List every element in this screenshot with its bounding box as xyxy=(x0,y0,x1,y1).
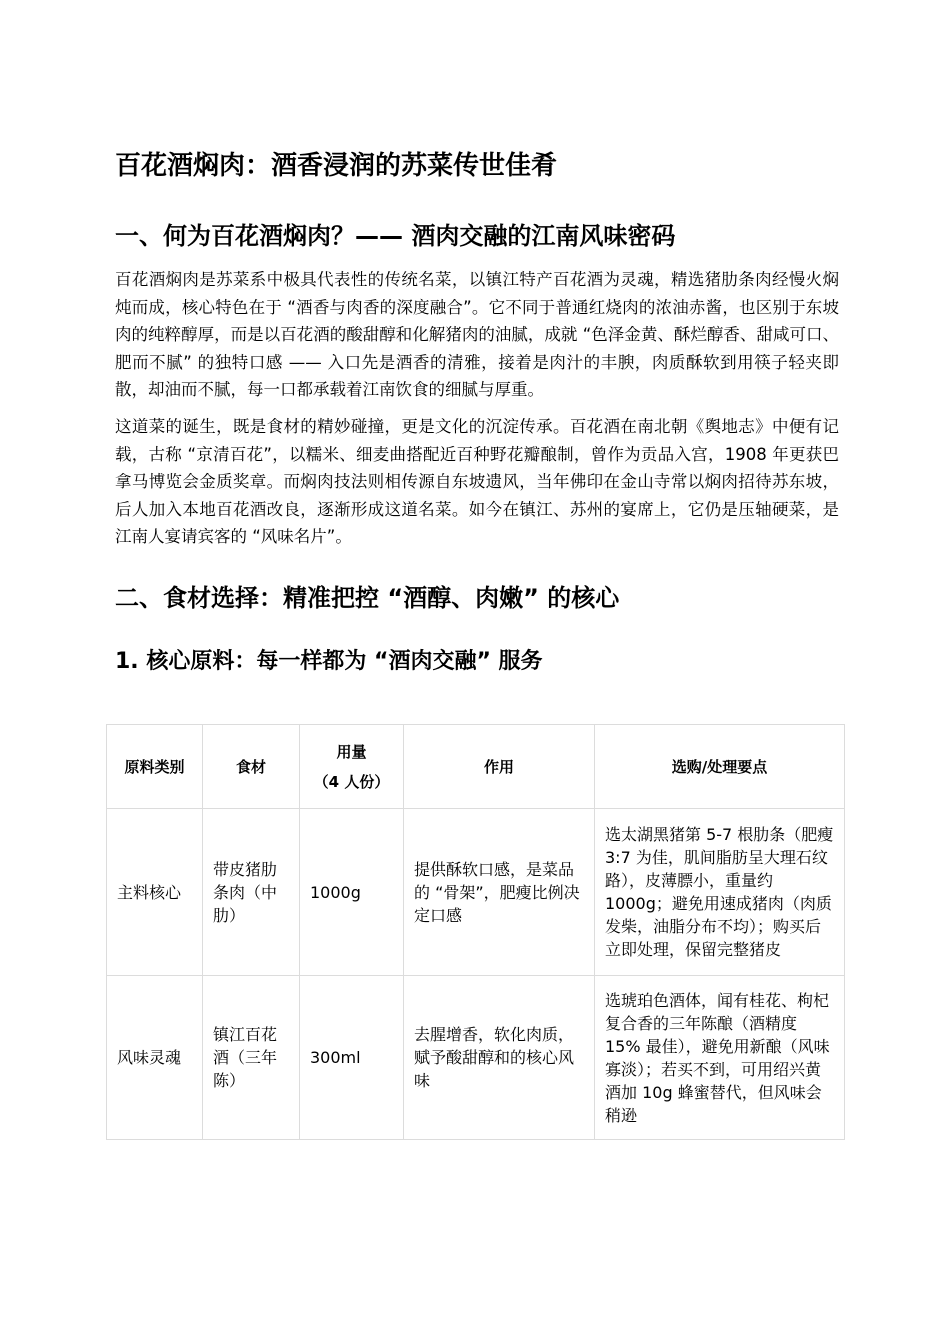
subsection-heading-core-ingredients: 1. 核心原料：每一样都为 “酒肉交融” 服务 xyxy=(115,649,543,674)
section-heading-what-is: 一、何为百花酒焖肉？—— 酒肉交融的江南风味密码 xyxy=(115,222,676,250)
table-header-row xyxy=(107,725,845,809)
intro-paragraph: 百花酒焖肉是苏菜系中极具代表性的传统名菜，以镇江特产百花酒为灵魂，精选猪肋条肉经慢火焖炖而成，核心特色在于 “酒香与肉香的深度融合”。它不同于普通红烧肉的浓油赤酱，也区别于东坡肉的纯粹醇厚，而是以百花酒的酸甜醇和化解猪肉的油腻，成就 “色泽金黄、酥烂醇香、甜咸可口、肥而不腻” 的独特口感 —— 入口先是酒香的清雅，接着是肉汁的丰腴，肉质酥软到用筷子轻夹即散，却油而不腻，每一口都承载着江南饮食的细腻与厚重。 xyxy=(115,270,839,399)
header-function: 作用 xyxy=(404,725,595,809)
header-tips: 选购/处理要点 xyxy=(595,725,845,809)
ingredients-table xyxy=(106,724,845,1140)
cell-category: 主料核心 xyxy=(107,809,203,976)
header-amount-servings: （4 人份） xyxy=(313,772,390,791)
header-amount-label: 用量 xyxy=(336,742,367,761)
cell-tips: 选琥珀色酒体，闻有桂花、枸杞复合香的三年陈酿（酒精度 15% 最佳），避免用新酿（风味寡淡）；若买不到，可用绍兴黄酒加 10g 蜂蜜替代，但风味会稍逊 xyxy=(595,976,845,1140)
cell-amount: 300ml xyxy=(300,976,404,1140)
page-title: 百花酒焖肉：酒香浸润的苏菜传世佳肴 xyxy=(115,151,558,181)
cell-category: 风味灵魂 xyxy=(107,976,203,1140)
section-heading-ingredients: 二、食材选择：精准把控 “酒醇、肉嫩” 的核心 xyxy=(115,584,620,612)
cell-ingredient: 带皮猪肋条肉（中肋） xyxy=(203,809,300,976)
history-paragraph: 这道菜的诞生，既是食材的精妙碰撞，更是文化的沉淀传承。百花酒在南北朝《舆地志》中便有记载，古称 “京清百花”，以糯米、细麦曲搭配近百种野花瓣酿制，曾作为贡品入宫，1908 年更获巴拿马博览会金质奖章。而焖肉技法则相传源自东坡遗风，当年佛印在金山寺常以焖肉招待苏东坡，后人加入本地百花酒改良，逐渐形成这道名菜。如今在镇江、苏州的宴席上，它仍是压轴硬菜，是江南人宴请宾客的 “风味名片”。 xyxy=(115,417,839,546)
table-row xyxy=(107,809,845,976)
cell-amount: 1000g xyxy=(300,809,404,976)
header-amount xyxy=(300,725,404,809)
cell-function: 去腥增香，软化肉质，赋予酸甜醇和的核心风味 xyxy=(404,976,595,1140)
cell-ingredient: 镇江百花酒（三年陈） xyxy=(203,976,300,1140)
header-ingredient: 食材 xyxy=(203,725,300,809)
cell-tips: 选太湖黑猪第 5-7 根肋条（肥瘦 3:7 为佳，肌间脂肪呈大理石纹路），皮薄膘小，重量约 1000g；避免用速成猪肉（肉质发柴，油脂分布不均）；购买后立即处理，保留完整猪皮 xyxy=(595,809,845,976)
header-category: 原料类别 xyxy=(107,725,203,809)
cell-function: 提供酥软口感，是菜品的 “骨架”，肥瘦比例决定口感 xyxy=(404,809,595,976)
table-row xyxy=(107,976,845,1140)
